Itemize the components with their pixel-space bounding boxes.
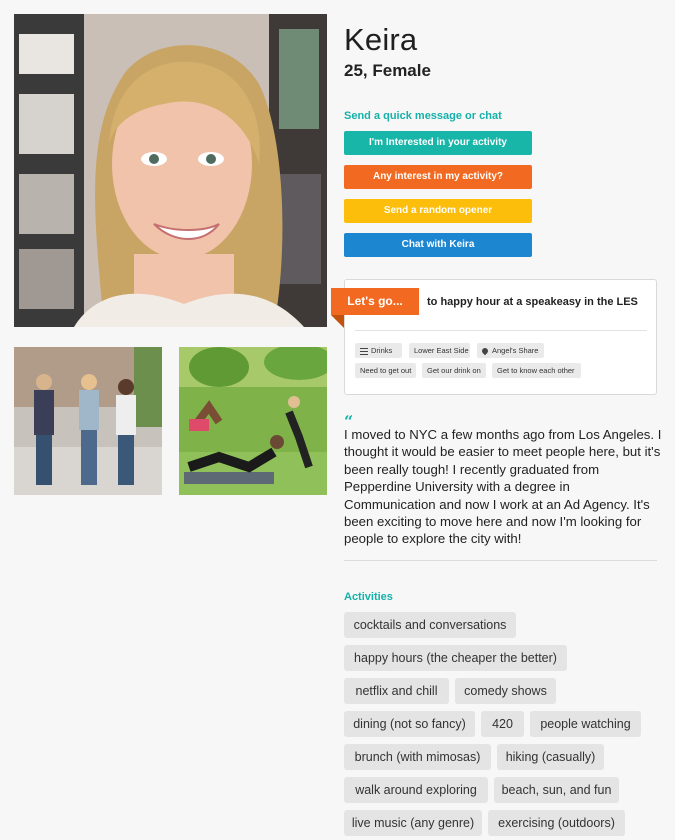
map-pin-icon xyxy=(481,347,489,355)
activity-chip[interactable]: exercising (outdoors) xyxy=(488,810,625,836)
list-icon xyxy=(360,348,368,355)
photo-thumbnail[interactable] xyxy=(179,347,327,495)
activity-chip[interactable]: cocktails and conversations xyxy=(344,612,516,638)
profile-photo[interactable] xyxy=(14,14,327,327)
activity-chip[interactable]: netflix and chill xyxy=(344,678,449,704)
photo-thumbnail[interactable] xyxy=(14,347,162,495)
plan-tag-goal: Need to get out xyxy=(355,363,416,378)
activity-chip[interactable]: walk around exploring xyxy=(344,777,488,803)
quote-icon: “ xyxy=(344,412,354,431)
bio-divider xyxy=(344,560,657,561)
interest-in-my-activity-button[interactable]: Any interest in my activity? xyxy=(344,165,532,189)
activity-chip[interactable]: people watching xyxy=(530,711,641,737)
plan-tag-neighborhood: Lower East Side xyxy=(409,343,470,358)
lets-go-ribbon: Let's go... xyxy=(331,288,419,315)
activity-chip[interactable]: hiking (casually) xyxy=(497,744,604,770)
profile-age-gender: 25, Female xyxy=(344,61,431,80)
plan-description: to happy hour at a speakeasy in the LES xyxy=(427,296,638,308)
ribbon-fold xyxy=(331,315,344,328)
plan-tag-venue: Angel's Share xyxy=(477,343,544,358)
plan-tag-goal: Get our drink on xyxy=(422,363,486,378)
random-opener-button[interactable]: Send a random opener xyxy=(344,199,532,223)
activity-chip[interactable]: brunch (with mimosas) xyxy=(344,744,491,770)
activity-chip[interactable]: live music (any genre) xyxy=(344,810,482,836)
interested-in-activity-button[interactable]: I'm Interested in your activity xyxy=(344,131,532,155)
card-divider xyxy=(355,330,647,331)
plan-tag-drinks: Drinks xyxy=(355,343,402,358)
quick-message-label: Send a quick message or chat xyxy=(344,110,502,122)
activity-chip[interactable]: dining (not so fancy) xyxy=(344,711,475,737)
activity-chip[interactable]: 420 xyxy=(481,711,524,737)
activity-chip[interactable]: happy hours (the cheaper the better) xyxy=(344,645,567,671)
activities-label: Activities xyxy=(344,591,393,603)
activity-chip[interactable]: comedy shows xyxy=(455,678,556,704)
profile-bio: I moved to NYC a few months ago from Los Angeles. I thought it would be easier to meet people here, but it's been really tough! I recently graduated from Pepperdine University with a degree in Communication and now I work at an Ad Agency. It's been exciting to move here and now I'm looking for people to explore the city with! xyxy=(344,427,662,547)
plan-tag-goal: Get to know each other xyxy=(492,363,581,378)
chat-button[interactable]: Chat with Keira xyxy=(344,233,532,257)
activity-chip[interactable]: beach, sun, and fun xyxy=(494,777,619,803)
profile-name: Keira xyxy=(344,22,418,57)
